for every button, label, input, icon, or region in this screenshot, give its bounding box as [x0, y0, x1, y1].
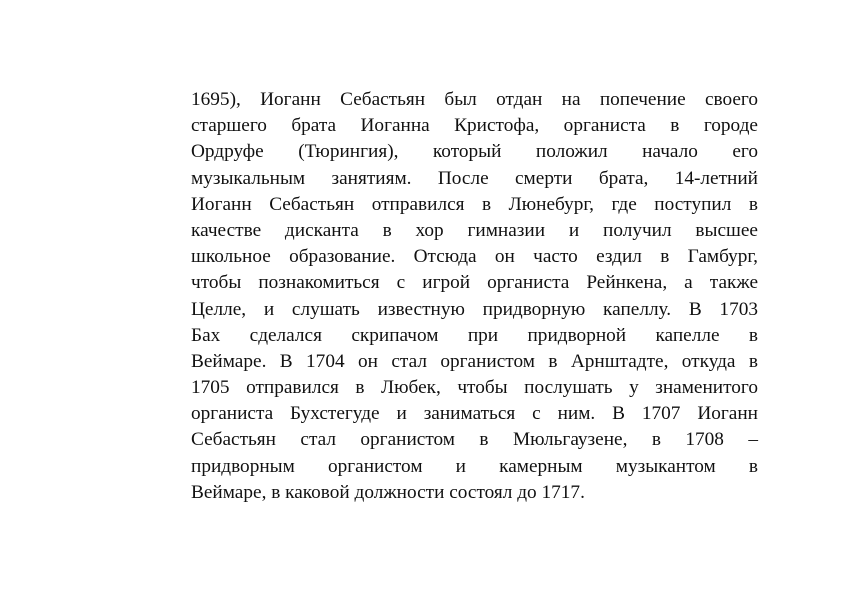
paragraph-line: 1705 отправился в Любек, чтобы послушать у знаменитого	[191, 377, 758, 399]
paragraph-line: Веймаре, в каковой должности состоял до 1717.	[191, 481, 585, 503]
paragraph-line: чтобы познакомиться с игрой органиста Рейнкена, а также	[191, 272, 758, 294]
paragraph-line: Ордруфе (Тюрингия), который положил начало его	[191, 141, 758, 163]
paragraph-line: Себастьян стал органистом в Мюльгаузене, в 1708 –	[191, 429, 758, 451]
paragraph-line: органиста Бухстегуде и заниматься с ним. В 1707 Иоганн	[191, 403, 758, 425]
paragraph-line: Бах сделался скрипачом при придворной капелле в	[191, 324, 758, 346]
paragraph-line: качестве дисканта в хор гимназии и получил высшее	[191, 219, 758, 241]
paragraph-line: придворным органистом и камерным музыкантом в	[191, 455, 758, 477]
paragraph-line: старшего брата Иоганна Кристофа, органиста в городе	[191, 115, 758, 137]
paragraph-line: Целле, и слушать известную придворную капеллу. В 1703	[191, 298, 758, 320]
paragraph-line: 1695), Иоганн Себастьян был отдан на попечение своего	[191, 89, 758, 110]
body-paragraph	[191, 87, 758, 506]
paragraph-line: Веймаре. В 1704 он стал органистом в Арнштадте, откуда в	[191, 350, 758, 372]
paragraph-line: музыкальным занятиям. После смерти брата, 14-летний	[191, 167, 758, 189]
paragraph-line: Иоганн Себастьян отправился в Люнебург, где поступил в	[191, 193, 758, 215]
paragraph-line: школьное образование. Отсюда он часто ездил в Гамбург,	[191, 246, 758, 268]
